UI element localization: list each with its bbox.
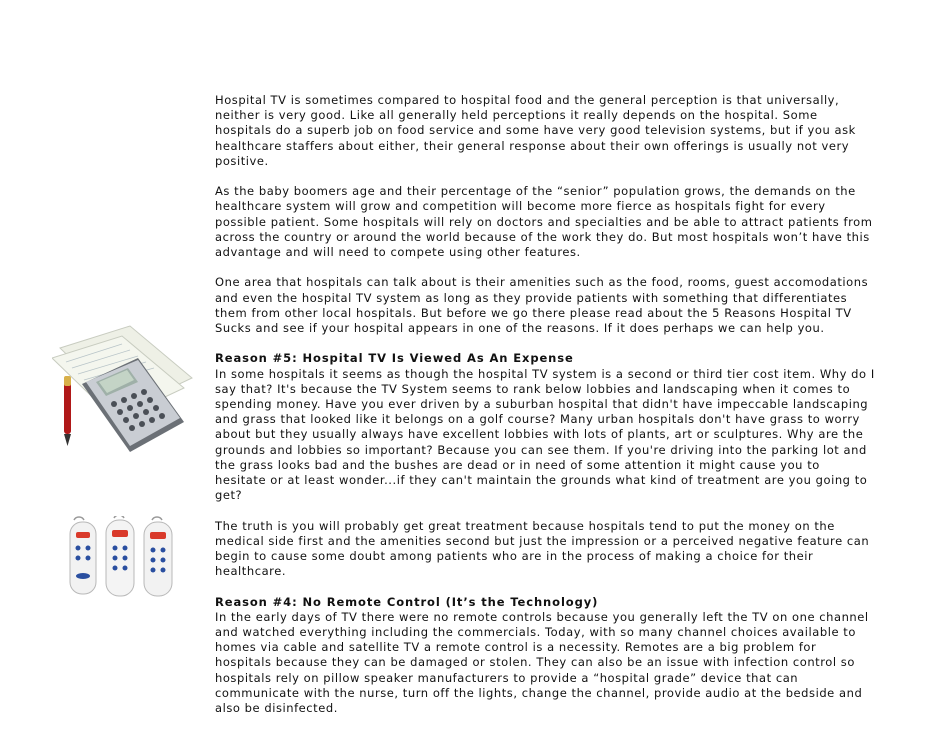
section-reason-4 [215,595,875,717]
article-body [215,93,875,731]
paragraph-baby-boomers: As the baby boomers age and their percentage of the “senior” population grows, the demands on the healthcare system will grow and competition will become more fierce as hospitals fight for every possible patient. Some hospitals will rely on doctors and specialties and be able to attract patients from across the country or around the world because of the work they do. But most hospitals won’t have this advantage and will need to compete using other features. [215,184,873,260]
reason-4-body: In the early days of TV there were no remote controls because you generally left the TV on one channel and watched everything including the commercials. Today, with so many channel choices available to homes via cable and satellite TV a remote control is a necessity. Remotes are a big problem for hospitals because they can be damaged or stolen. They can also be an issue with infection control so hospitals rely on pillow speaker manufacturers to provide a “hospital grade” device that can communicate with the nurse, turn off the lights, change the channel, provide audio at the bedside and also be disinfected. [215,609,869,716]
remote-icon [70,517,96,594]
calculator-illustration [52,318,194,468]
paragraph-truth: The truth is you will probably get great treatment because hospitals tend to put the money on the medical side first and the amenities second but just the impression or a perceived negative feature can begin to cause some doubt among patients who are in the process of making a choice for their healthcare. [215,518,870,579]
remotes-illustration [64,516,182,602]
remote-icon [106,516,134,596]
section-reason-5 [215,351,875,503]
paragraph-amenities: One area that hospitals can talk about is their amenities such as the food, rooms, guest accomodations and even the hospital TV system as long as they provide patients with something that differentiates them from other local hospitals. But before we go there please read about the 5 Reasons Hospital TV Sucks and see if your hospital appears in one of the reasons. If it does perhaps we can help you. [215,275,869,336]
paragraph-intro: Hospital TV is sometimes compared to hospital food and the general perception is that universally, neither is very good. Like all generally held perceptions it really depends on the hospital. Some hospitals do a superb job on food service and some have very good television systems, but if you ask healthcare staffers about either, their general response about their own offerings is usually not very positive. [215,93,856,168]
reason-5-heading: Reason #5: Hospital TV Is Viewed As An Expense [215,351,574,366]
remote-icon [144,517,172,596]
reason-5-body: In some hospitals it seems as though the hospital TV system is a second or third tier cost item. Why do I say that? It's because the TV System seems to rank below lobbies and landscaping when it comes to spending money. Have you ever driven by a suburban hospital that didn't have impeccable landscaping and grass that looked like it belongs on a golf course? Many urban hospitals don't have grass to worry about but they usually always have excellent lobbies with lots of plants, art or sculptures. Why are the grounds and lobbies so important? Because you can see them. If you're driving into the parking lot and the grass looks bad and the bushes are dead or in need of some attention it might cause you to hesitate or at least wonder...if they can't maintain the grounds what kind of treatment are you going to get? [215,366,875,503]
pen-icon [64,376,71,446]
reason-4-heading: Reason #4: No Remote Control (It’s the Technology) [215,594,599,609]
